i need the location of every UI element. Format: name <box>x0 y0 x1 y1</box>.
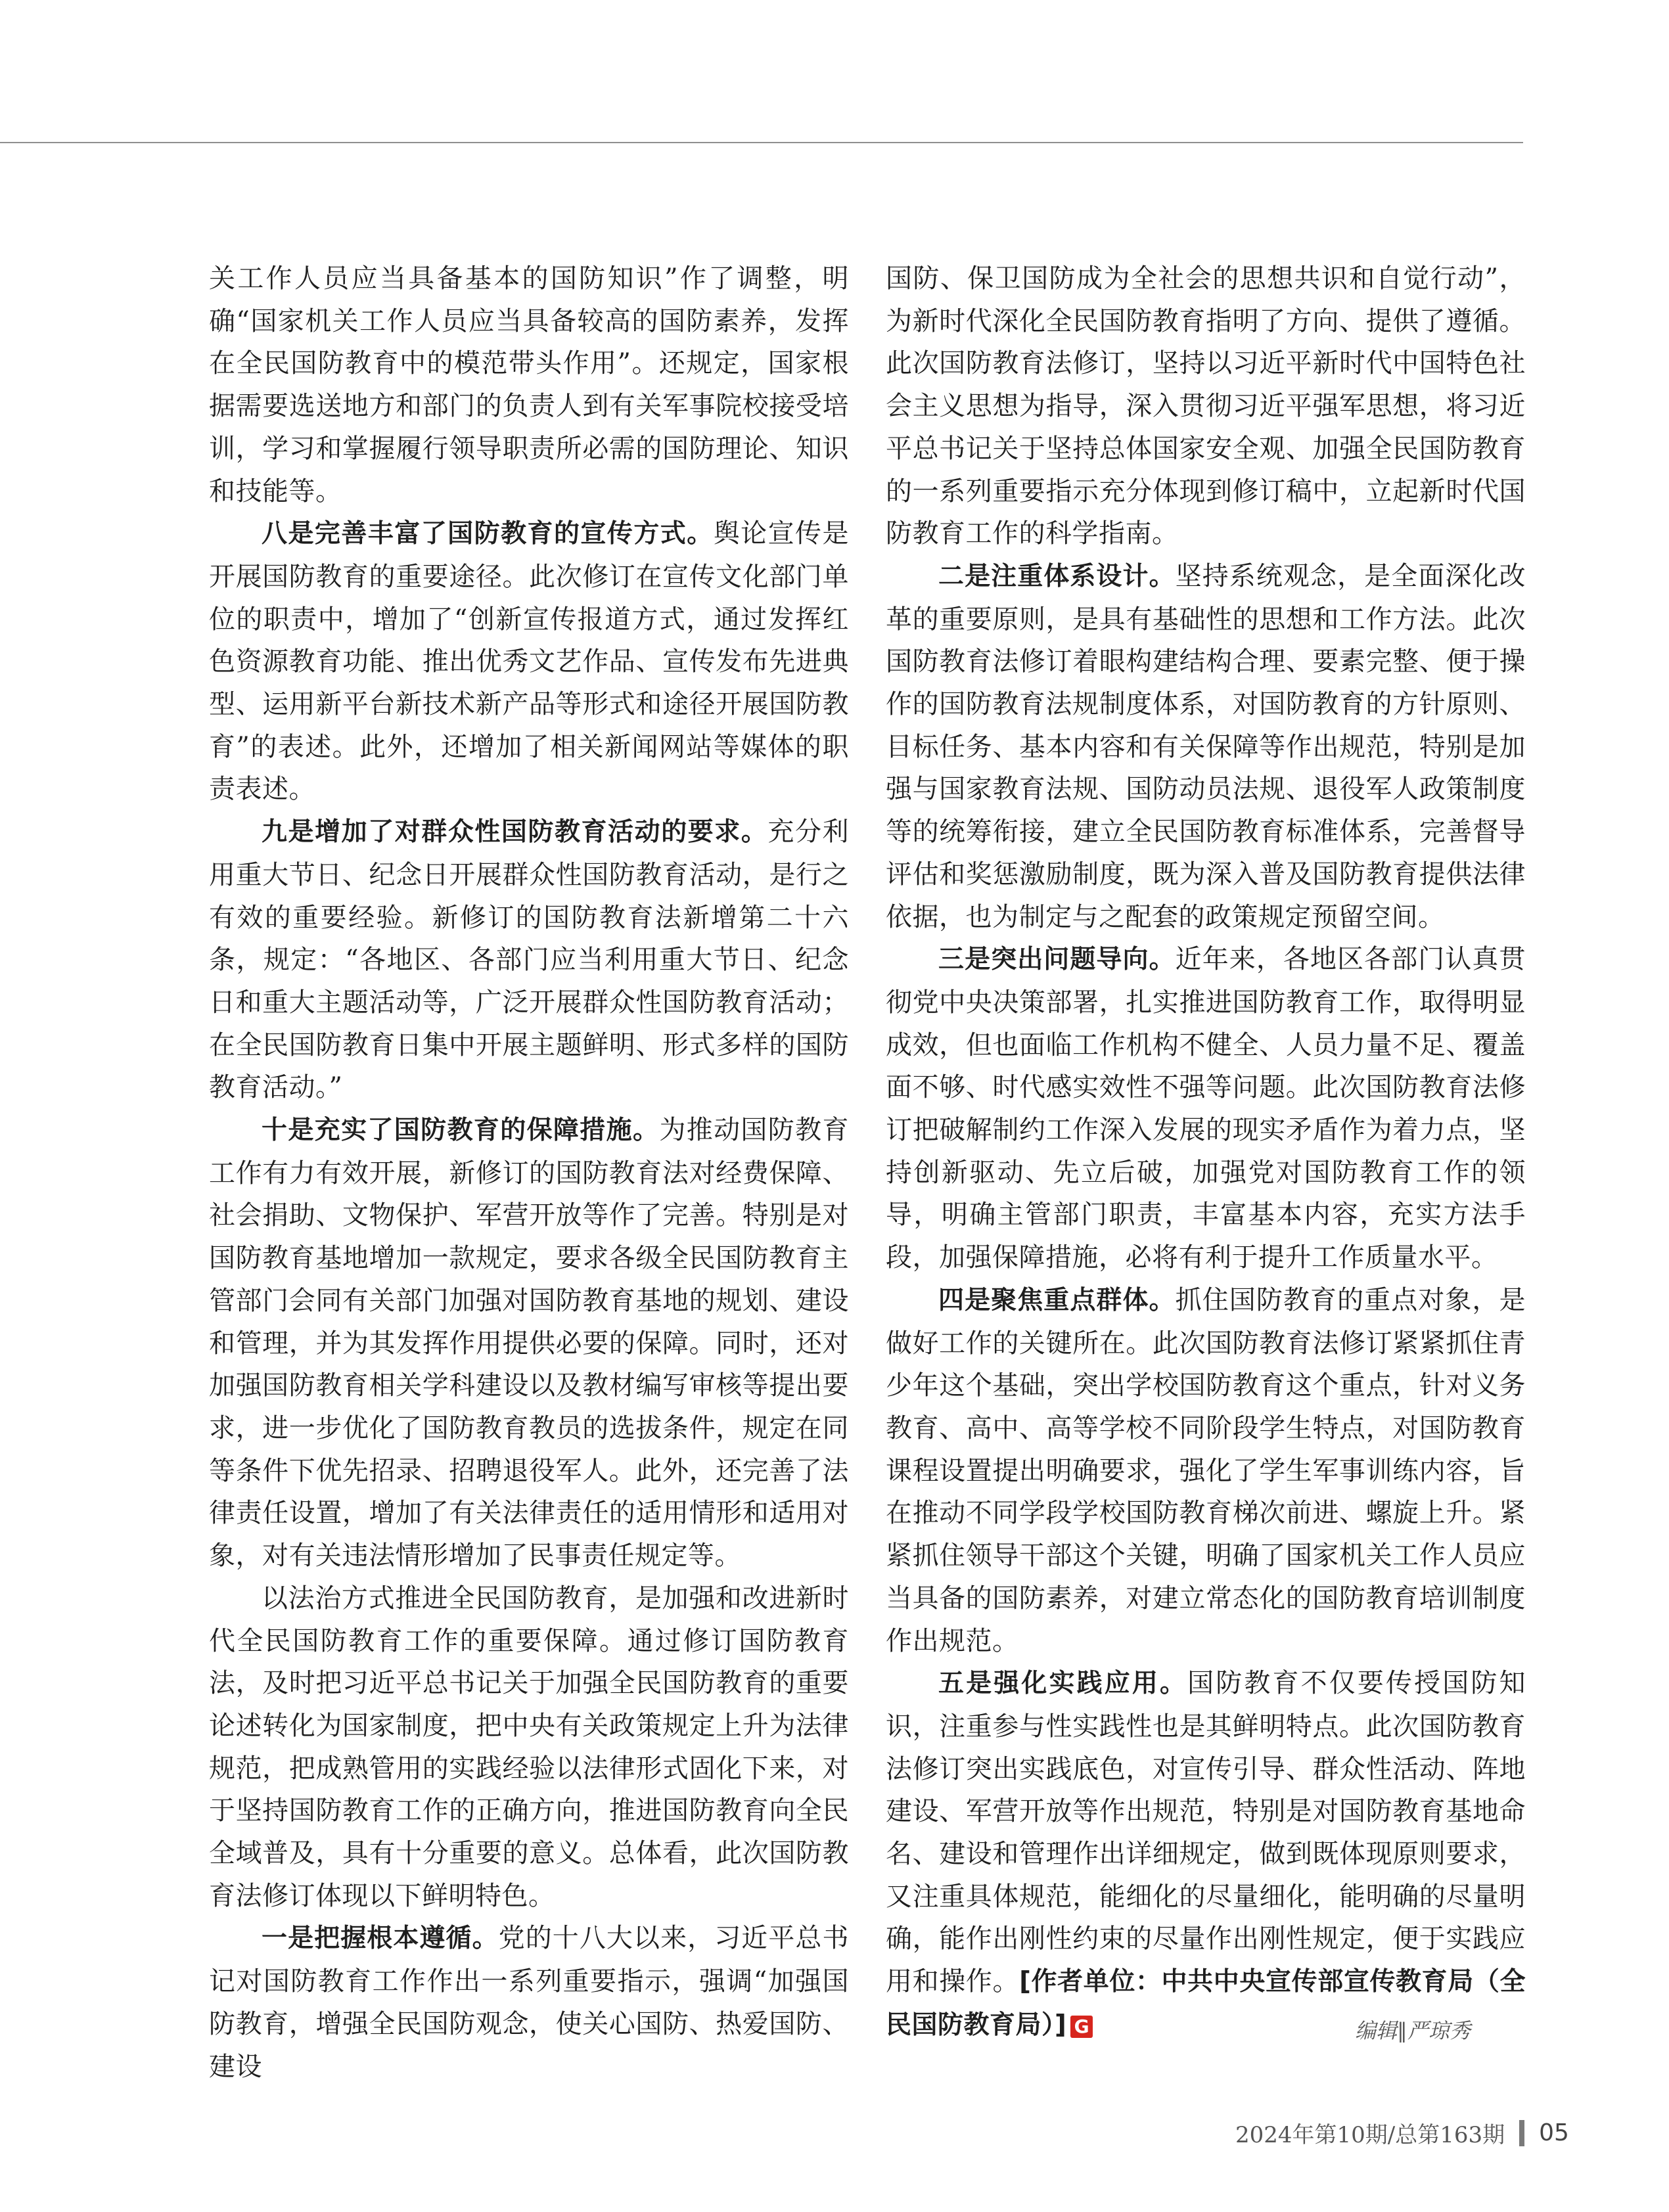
paragraph-lead: 四是聚焦重点群体。 <box>938 1285 1176 1315</box>
paragraph: 以法治方式推进全民国防教育，是加强和改进新时代全民国防教育工作的重要保障。通过修订国防教育法，及时把习近平总书记关于加强全民国防教育的重要论述转化为国家制度，把中央有关政策规定上升为法律规范，把成熟管用的实践经验以法律形式固化下来，对于坚持国防教育工作的正确方向，推进国防教育向全民全域普及，具有十分重要的意义。总体看，此次国防教育法修订体现以下鲜明特色。 <box>209 1583 849 1911</box>
paragraph-lead: 八是完善丰富了国防教育的宣传方式。 <box>262 519 714 549</box>
paragraph-lead: 一是把握根本遵循。 <box>262 1924 499 1954</box>
paragraph: 五是强化实践应用。国防教育不仅要传授国防知识，注重参与性实践性也是其鲜明特点。此次国防教育法修订突出实践底色，对宣传引导、群众性活动、阵地建设、军营开放等作出规范，特别是对国防教育基地命名、建设和管理作出详细规定，做到既体现原则要求，又注重具体规范，能细化的尽量细化，能明确的尽量明确，能作出刚性约束的尽量作出刚性规定，便于实践应用和操作。[作者单位：中共中央宣传部宣传教育局（全民国防教育局）] G <box>886 1668 1526 2040</box>
left-column <box>209 258 849 2088</box>
footer-divider <box>1519 2120 1524 2146</box>
magazine-logo-icon: G <box>1070 2016 1093 2038</box>
paragraph: 关工作人员应当具备基本的国防知识”作了调整，明确“国家机关工作人员应当具备较高的国防素养，发挥在全民国防教育中的模范带头作用”。还规定，国家根据需要选送地方和部门的负责人到有关军事院校接受培训，学习和掌握履行领导职责所必需的国防理论、知识和技能等。 <box>209 263 849 507</box>
page-number: 05 <box>1539 2119 1569 2146</box>
right-column <box>886 258 1526 2047</box>
header-rule <box>0 142 1523 143</box>
paragraph: 九是增加了对群众性国防教育活动的要求。充分利用重大节日、纪念日开展群众性国防教育活动，是行之有效的重要经验。新修订的国防教育法新增第二十六条，规定：“各地区、各部门应当利用重大节日、纪念日和重大主题活动等，广泛开展群众性国防教育活动；在全民国防教育日集中开展主题鲜明、形式多样的国防教育活动。” <box>209 817 849 1103</box>
paragraph-lead: 十是充实了国防教育的保障措施。 <box>262 1116 660 1146</box>
editor-credit: 编辑∥严琼秀 <box>1354 2018 1471 2043</box>
paragraph-lead: 五是强化实践应用。 <box>938 1669 1188 1699</box>
author-note: [作者单位：中共中央宣传部宣传教育局（全民国防教育局）] <box>886 1967 1526 2040</box>
paragraph-lead: 九是增加了对群众性国防教育活动的要求。 <box>262 817 768 847</box>
paragraph: 四是聚焦重点群体。抓住国防教育的重点对象，是做好工作的关键所在。此次国防教育法修订紧紧抓住青少年这个基础，突出学校国防教育这个重点，针对义务教育、高中、高等学校不同阶段学生特点，对国防教育课程设置提出明确要求，强化了学生军事训练内容，旨在推动不同学段学校国防教育梯次前进、螺旋上升。紧紧抓住领导干部这个关键，明确了国家机关工作人员应当具备的国防素养，对建立常态化的国防教育培训制度作出规范。 <box>886 1284 1526 1656</box>
paragraph: 三是突出问题导向。近年来，各地区各部门认真贯彻党中央决策部署，扎实推进国防教育工作，取得明显成效，但也面临工作机构不健全、人员力量不足、覆盖面不够、时代感实效性不强等问题。此次国防教育法修订把破解制约工作深入发展的现实矛盾作为着力点，坚持创新驱动、先立后破，加强党对国防教育工作的领导，明确主管部门职责，丰富基本内容，充实方法手段，加强保障措施，必将有利于提升工作质量水平。 <box>886 944 1526 1273</box>
paragraph-lead: 二是注重体系设计。 <box>938 561 1176 591</box>
paragraph: 二是注重体系设计。坚持系统观念，是全面深化改革的重要原则，是具有基础性的思想和工作方法。此次国防教育法修订着眼构建结构合理、要素完整、便于操作的国防教育法规制度体系，对国防教育的方针原则、目标任务、基本内容和有关保障等作出规范，特别是加强与国家教育法规、国防动员法规、退役军人政策制度等的统筹衔接，建立全民国防教育标准体系，完善督导评估和奖惩激励制度，既为深入普及国防教育提供法律依据，也为制定与之配套的政策规定预留空间。 <box>886 560 1526 932</box>
paragraph-lead: 三是突出问题导向。 <box>938 945 1176 975</box>
paragraph: 十是充实了国防教育的保障措施。为推动国防教育工作有力有效开展，新修订的国防教育法对经费保障、社会捐助、文物保护、军营开放等作了完善。特别是对国防教育基地增加一款规定，要求各级全民国防教育主管部门会同有关部门加强对国防教育基地的规划、建设和管理，并为其发挥作用提供必要的保障。同时，还对加强国防教育相关学科建设以及教材编写审核等提出要求，进一步优化了国防教育教员的选拔条件，规定在同等条件下优先招录、招聘退役军人。此外，还完善了法律责任设置，增加了有关法律责任的适用情形和适用对象，对有关违法情形增加了民事责任规定等。 <box>209 1115 849 1571</box>
issue-info: 2024年第10期/总第163期 <box>1235 2122 1505 2148</box>
page-footer <box>1235 2117 1569 2149</box>
paragraph: 国防、保卫国防成为全社会的思想共识和自觉行动”，为新时代深化全民国防教育指明了方向、提供了遵循。此次国防教育法修订，坚持以习近平新时代中国特色社会主义思想为指导，深入贯彻习近平强军思想，将习近平总书记关于坚持总体国家安全观、加强全民国防教育的一系列重要指示充分体现到修订稿中，立起新时代国防教育工作的科学指南。 <box>886 263 1526 549</box>
paragraph: 一是把握根本遵循。党的十八大以来，习近平总书记对国防教育工作作出一系列重要指示，强调“加强国防教育，增强全民国防观念，使关心国防、热爱国防、建设 <box>209 1923 849 2082</box>
paragraph: 八是完善丰富了国防教育的宣传方式。舆论宣传是开展国防教育的重要途径。此次修订在宣传文化部门单位的职责中，增加了“创新宣传报道方式，通过发挥红色资源教育功能、推出优秀文艺作品、宣传发布先进典型、运用新平台新技术新产品等形式和途径开展国防教育”的表述。此外，还增加了相关新闻网站等媒体的职责表述。 <box>209 518 849 805</box>
